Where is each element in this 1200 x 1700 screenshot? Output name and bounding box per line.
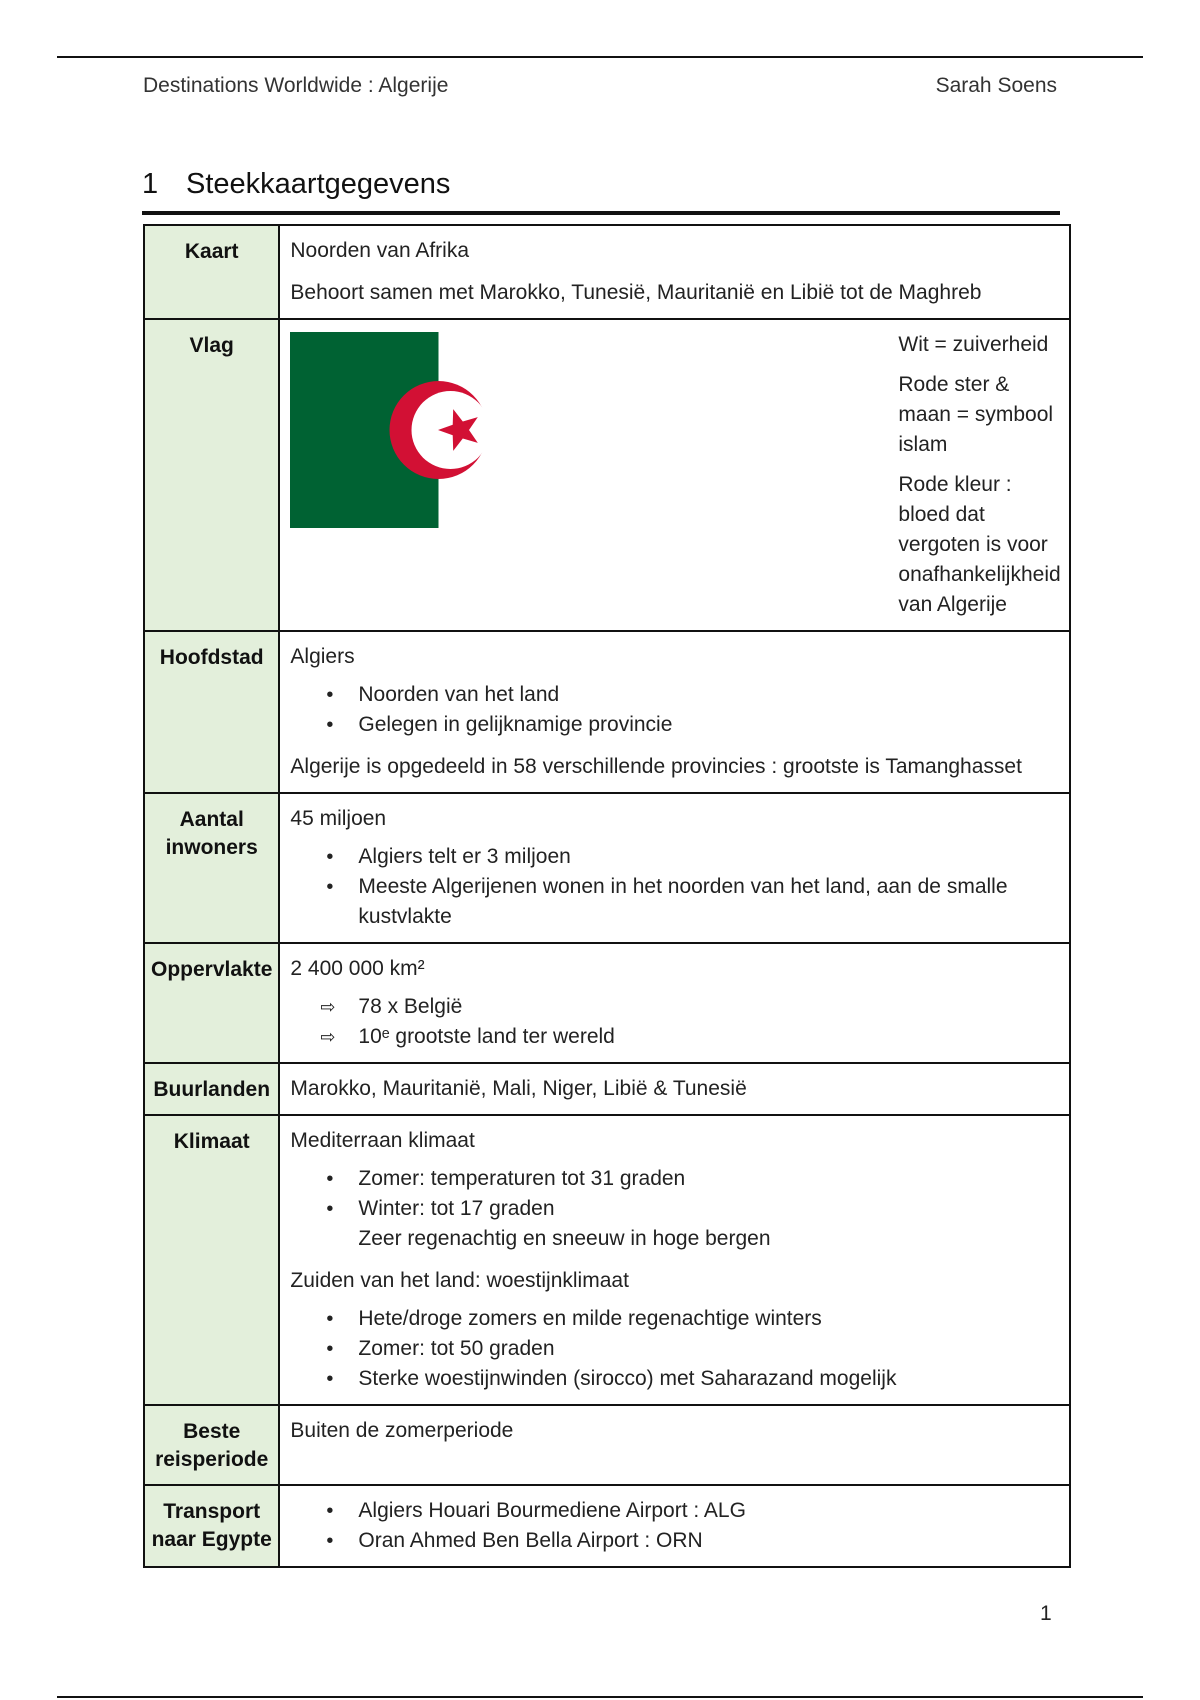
climate-north-title: Mediterraan klimaat — [290, 1129, 475, 1152]
climate-north-extra: Zeer regenachtig en sneeuw in hoge bergen — [358, 1227, 771, 1250]
list-item: • Meeste Algerijenen wonen in het noorden van het land, aan de smalle kustvlakte — [358, 872, 1060, 932]
content-reisperiode — [279, 1405, 1069, 1485]
list-item: • Zomer: temperaturen tot 31 graden — [358, 1164, 1060, 1194]
bottom-rule — [57, 1696, 1143, 1698]
section-title: Steekkaartgegevens — [186, 168, 451, 200]
population-bullets — [290, 842, 1060, 932]
algeria-flag-icon — [290, 332, 587, 528]
label-hoofdstad: Hoofdstad — [144, 631, 279, 793]
travel-period-value: Buiten de zomerperiode — [290, 1419, 514, 1442]
area-value: 2 400 000 km² — [290, 957, 425, 980]
top-rule — [57, 56, 1143, 58]
climate-south-bullets — [290, 1304, 1060, 1394]
label-vlag: Vlag — [144, 319, 279, 631]
content-buurlanden — [279, 1063, 1069, 1115]
kaart-line2: Behoort samen met Marokko, Tunesië, Mauritanië en Libië tot de Maghreb — [290, 281, 982, 304]
capital-name: Algiers — [290, 645, 355, 668]
algeria-flag-image — [290, 332, 587, 528]
climate-north-bullets — [290, 1164, 1060, 1224]
content-hoofdstad — [279, 631, 1069, 793]
page-number: 1 — [1040, 1602, 1052, 1625]
fact-sheet-table — [143, 224, 1071, 1568]
list-item-text: 78 x België — [358, 995, 463, 1018]
flag-note-3: Rode kleur : bloed dat vergoten is voor onafhankelijkheid van Algerije — [898, 473, 1061, 616]
content-transport — [279, 1485, 1069, 1567]
neighbours-value: Marokko, Mauritanië, Mali, Niger, Libië & Tunesië — [290, 1077, 747, 1100]
list-item: • Hete/droge zomers en milde regenachtige winters — [358, 1304, 1060, 1334]
row-kaart — [144, 225, 1070, 319]
label-klimaat: Klimaat — [144, 1115, 279, 1405]
list-item-text: 10ᵉ grootste land ter wereld — [358, 1025, 615, 1048]
label-buurlanden: Buurlanden — [144, 1063, 279, 1115]
capital-note: Algerije is opgedeeld in 58 verschillende provincies : grootste is Tamanghasset — [290, 755, 1022, 778]
list-item: • Noorden van het land — [358, 680, 1060, 710]
arrow-right-icon: ⇨ — [320, 1027, 336, 1047]
label-oppervlakte: Oppervlakte — [144, 943, 279, 1063]
row-klimaat — [144, 1115, 1070, 1405]
list-item — [320, 1022, 1060, 1052]
kaart-line1: Noorden van Afrika — [290, 239, 469, 262]
label-kaart: Kaart — [144, 225, 279, 319]
content-vlag — [279, 319, 1069, 631]
row-transport — [144, 1485, 1070, 1567]
content-oppervlakte — [279, 943, 1069, 1063]
list-item: • Winter: tot 17 graden — [358, 1194, 1060, 1224]
flag-notes — [898, 330, 1060, 620]
list-item: • Oran Ahmed Ben Bella Airport : ORN — [358, 1526, 1060, 1556]
content-kaart — [279, 225, 1069, 319]
flag-note-1: Wit = zuiverheid — [898, 333, 1049, 356]
transport-bullets — [290, 1496, 1060, 1556]
section-heading — [142, 168, 1060, 215]
climate-south-title: Zuiden van het land: woestijnklimaat — [290, 1269, 629, 1292]
arrow-right-icon: ⇨ — [320, 997, 336, 1017]
row-reisperiode — [144, 1405, 1070, 1485]
list-item: • Gelegen in gelijknamige provincie — [358, 710, 1060, 740]
flag-note-2: Rode ster & maan = symbool islam — [898, 373, 1054, 456]
row-buurlanden — [144, 1063, 1070, 1115]
list-item: • Zomer: tot 50 graden — [358, 1334, 1060, 1364]
content-klimaat — [279, 1115, 1069, 1405]
list-item: • Sterke woestijnwinden (sirocco) met Saharazand mogelijk — [358, 1364, 1060, 1394]
header-author: Sarah Soens — [935, 74, 1057, 97]
row-oppervlakte — [144, 943, 1070, 1063]
row-inwoners — [144, 793, 1070, 943]
list-item: • Algiers telt er 3 miljoen — [358, 842, 1060, 872]
header-title: Destinations Worldwide : Algerije — [143, 74, 449, 97]
row-hoofdstad — [144, 631, 1070, 793]
label-inwoners: Aantal inwoners — [144, 793, 279, 943]
label-transport: Transport naar Egypte — [144, 1485, 279, 1567]
section-number: 1 — [142, 168, 159, 200]
row-vlag — [144, 319, 1070, 631]
population-value: 45 miljoen — [290, 807, 387, 830]
label-reisperiode: Beste reisperiode — [144, 1405, 279, 1485]
content-inwoners — [279, 793, 1069, 943]
capital-bullets — [290, 680, 1060, 740]
page-header — [143, 74, 1057, 98]
list-item — [320, 992, 1060, 1022]
list-item: • Algiers Houari Bourmediene Airport : ALG — [358, 1496, 1060, 1526]
area-items — [290, 992, 1060, 1052]
